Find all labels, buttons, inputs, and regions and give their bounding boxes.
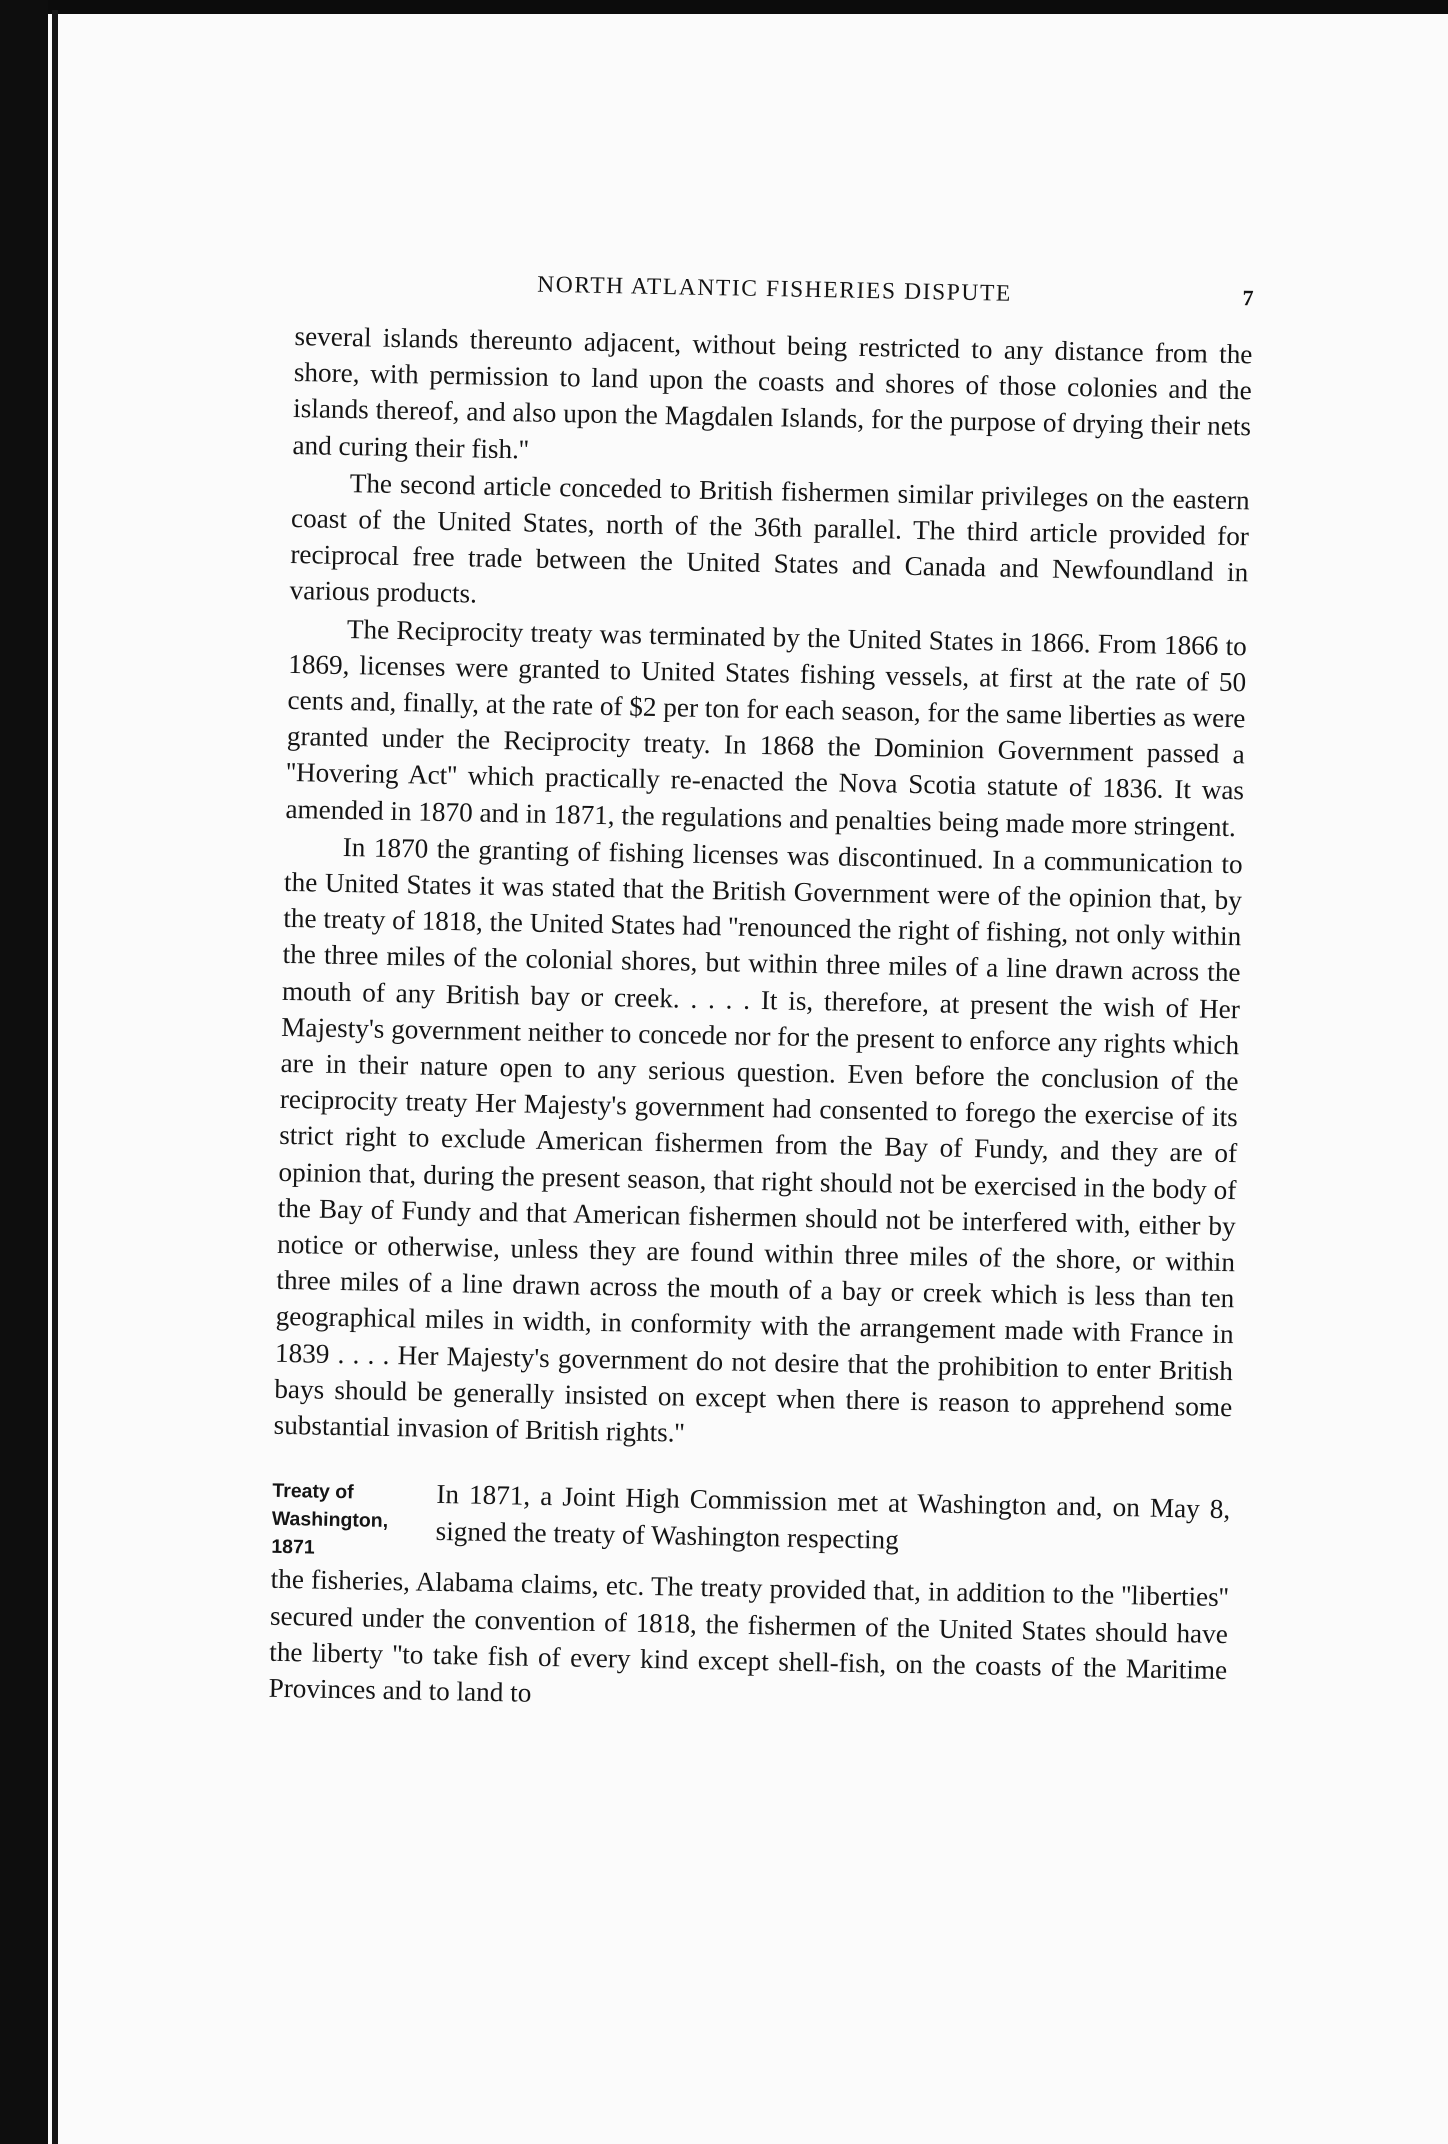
section-body-start: In 1871, a Joint High Commission met at Washington and, on May 8, signed the treaty of Washington respecting	[435, 1479, 1231, 1555]
page-number: 7	[1242, 285, 1254, 311]
scan-left-border	[0, 0, 48, 2144]
paragraph-reciprocity-treaty: The Reciprocity treaty was terminated by the United States in 1866. From 1866 to 1869, licenses were granted to United States fishing vessels, at first at the rate of 50 cents and, finally, at the rate of $2 per ton for each season, for the same liberties as were granted under the Reciprocity treaty. In 1868 the Dominion Government passed a ''Hovering Act'' which practically re-enacted the Nova Scotia statute of 1836. It was amended in 1870 and in 1871, the regulations and penalties being made more stringent.	[285, 613, 1248, 842]
paragraph-licenses-discontinued: In 1870 the granting of fishing licenses was discontinued. In a communication to the United States it was stated that the British Government were of the opinion that, by the treaty of 1818, the United States had ''renounced the right of fishing, not only within the three miles of the colonial shores, but within three miles of a line drawn across the mouth of any British bay or creek. . . . . It is, therefore, at present the wish of Her Majesty's government neither to concede nor for the present to enforce any rights which are in their nature open to any serious question. Even before the conclusion of the reciprocity treaty Her Majesty's government had consented to forego the exercise of its strict right to exclude American fishermen from the Bay of Fundy, and they are of opinion that, during the present season, that right should not be exercised in the body of the Bay of Fundy and that American fishermen should not be interfered with, either by notice or otherwise, unless they are found within three miles of the shore, or within three miles of a line drawn across the mouth of a bay or creek which is less than ten geographical miles in width, in conformity with the arrangement made with France in 1839 . . . . Her Majesty's government do not desire that the prohibition to enter British bays should be generally insisted on except when there is reason to apprehend some substantial invasion of British rights.''	[273, 831, 1243, 1448]
running-title: NORTH ATLANTIC FISHERIES DISPUTE	[536, 271, 1013, 307]
paragraph-second-article: The second article conceded to British fishermen similar privileges on the eastern coast of the United States, north of the 36th parallel. The third article provided for reciprocal free trade between the United States and Canada and Newfoundland in various products.	[289, 467, 1250, 609]
binding-edge	[52, 10, 58, 2144]
paragraph-continuation: several islands thereunto adjacent, without being restricted to any distance from the shore, with permission to land upon the coasts and shores of those colonies and the islands thereof, and also upon the Magdalen Islands, for the purpose of drying their nets and curing their fish.''	[292, 320, 1253, 465]
section-body-continue: the fisheries, Alabama claims, etc. The treaty provided that, in addition to the ''liberties'' secured under the convention of 1818, the fishermen of the United States should have the liberty ''to take fish of every kind except shell-fish, on the coasts of the Maritime Provinces and to land to	[268, 1564, 1229, 1708]
scan-top-border	[0, 0, 1448, 14]
page-text-block	[268, 262, 1254, 1724]
side-heading: Treaty of Washington, 1871	[271, 1480, 389, 1559]
